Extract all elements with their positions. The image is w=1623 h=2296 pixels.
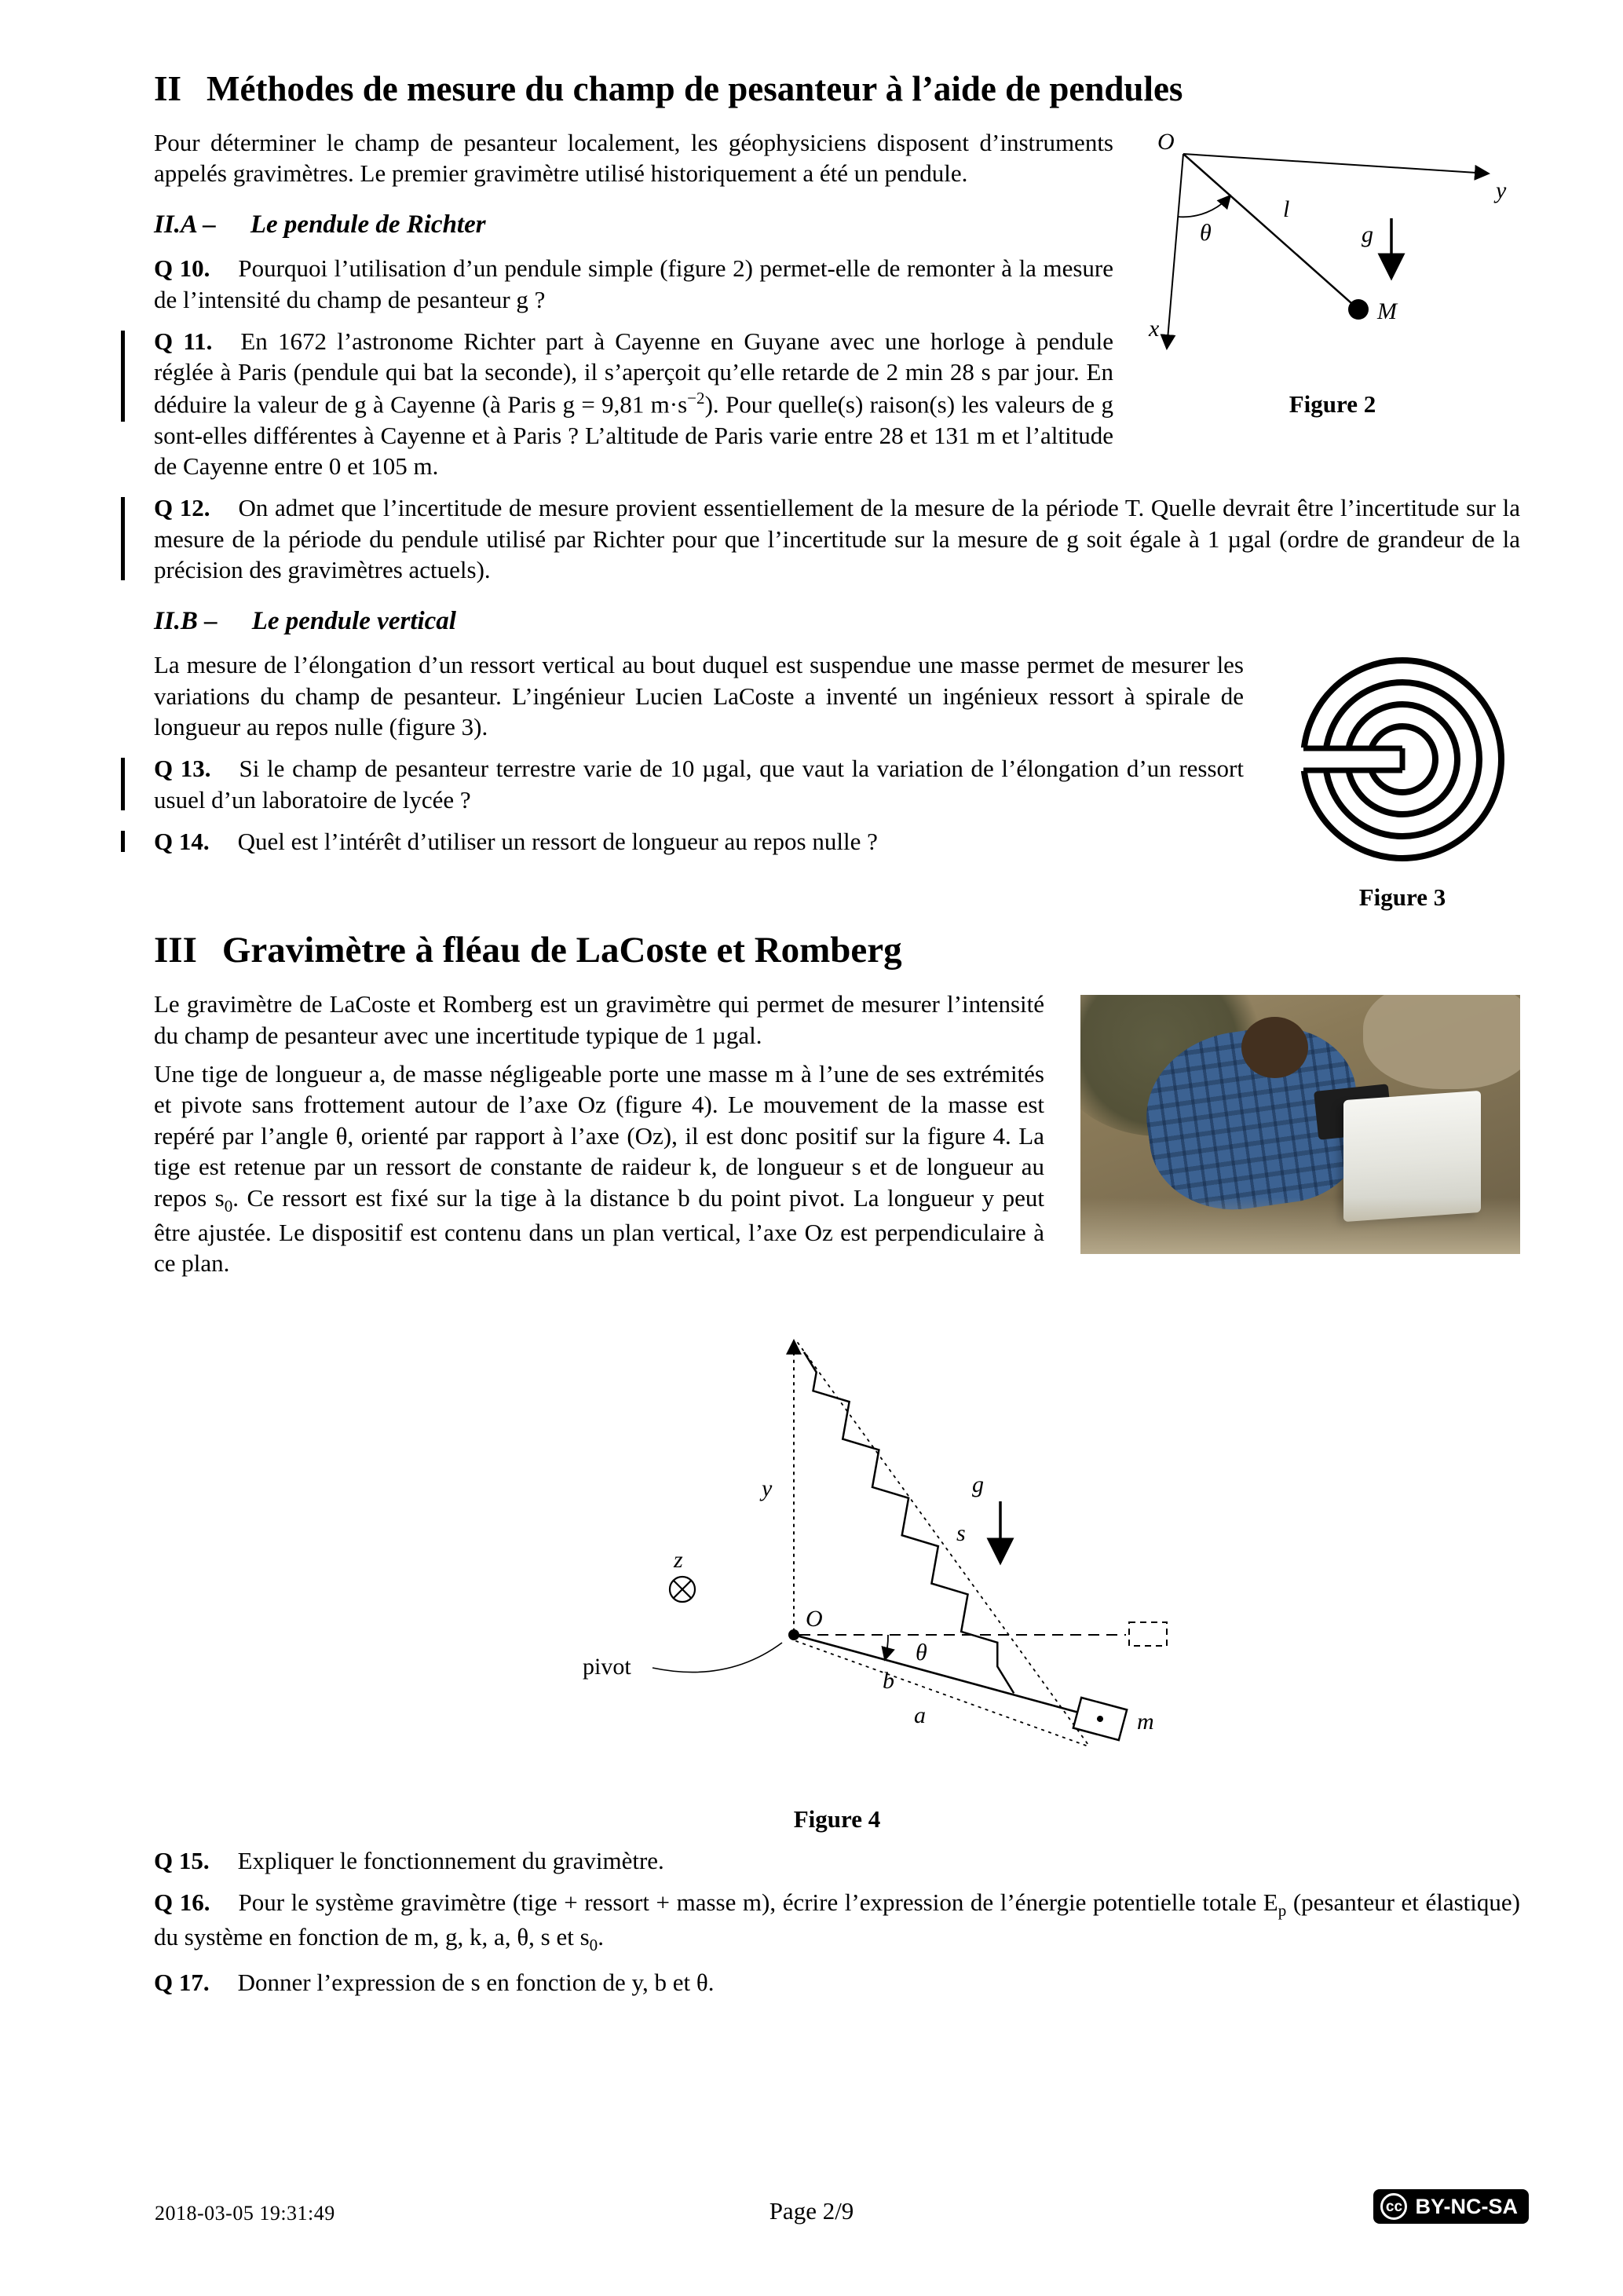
section-2B-number: II.B – bbox=[154, 607, 217, 636]
question-11-text-1: En 1672 l’astronome Richter part à Cayenne en Guyane avec une horloge à pendule réglée à Paris (pendule qui bat la seconde), il s’aperçoit qu’elle retarde de 2 min 28 s par jour. En déduire la valeur de g à Cayenne (à Paris g = 9,81 m·s bbox=[154, 327, 1113, 419]
section-2A-number: II.A – bbox=[154, 210, 216, 239]
question-11-text-2: ). Pour quelle(s) raison(s) les valeurs de g sont-elles différentes à Cayenne et à Paris ? L’altitude de Paris varie entre 28 et 131 m et l’altitude de Cayenne entre 0 et 105 m. bbox=[154, 390, 1113, 480]
photo-person-head bbox=[1241, 1017, 1308, 1078]
section-2B-intro: La mesure de l’élongation d’un ressort vertical au bout duquel est suspendue une masse permet de mesurer les variations du champ de pesanteur. L’ingénieur Lucien LaCoste a inventé un ingénieux ressort à spirale de longueur au repos nulle (figure 3). bbox=[154, 651, 1244, 740]
fig2-label-y: y bbox=[1496, 177, 1507, 203]
fig2-label-x: x bbox=[1149, 315, 1160, 342]
fig4-label-O: O bbox=[806, 1606, 823, 1632]
question-12 bbox=[154, 492, 1520, 585]
fig2-mass-dot bbox=[1348, 299, 1369, 320]
question-10-label: Q 10. bbox=[154, 254, 210, 283]
photo-ground bbox=[1080, 1197, 1520, 1254]
question-14-label: Q 14. bbox=[154, 828, 210, 855]
question-16-subscript-0: 0 bbox=[589, 1936, 598, 1955]
question-13-label: Q 13. bbox=[154, 755, 211, 783]
question-16-label: Q 16. bbox=[154, 1888, 210, 1917]
figure-2-caption: Figure 2 bbox=[1289, 390, 1376, 419]
fig4-label-z: z⃗ bbox=[674, 1547, 702, 1574]
fig4-label-pivot: pivot bbox=[583, 1654, 631, 1680]
section-2-intro: Pour déterminer le champ de pesanteur localement, les géophysiciens disposent d’instruments appelés gravimètres. Le premier gravimètre utilisé historiquement a été un pendule. bbox=[154, 128, 1113, 188]
page-content bbox=[154, 69, 1520, 2009]
question-16-text-2: (pesanteur et élastique) du système en fonction de m, g, k, a, θ, s et s bbox=[154, 1888, 1520, 1951]
fig2-y-axis bbox=[1183, 154, 1489, 174]
question-13 bbox=[154, 753, 1520, 815]
fig4-pivot-pointer bbox=[652, 1643, 782, 1673]
fig4-label-a: a bbox=[914, 1702, 926, 1729]
fig4-label-m: m bbox=[1137, 1709, 1154, 1735]
question-15 bbox=[154, 1845, 1520, 1876]
fig2-label-O: O bbox=[1157, 130, 1175, 155]
section-2-title bbox=[154, 69, 1520, 110]
question-11-label: Q 11. bbox=[154, 327, 213, 356]
question-10-text: Pourquoi l’utilisation d’un pendule simple (figure 2) permet-elle de remonter à la mesure de l’intensité du champ de pesanteur g ? bbox=[154, 254, 1113, 313]
question-16-subscript-p: p bbox=[1278, 1901, 1287, 1921]
figure-3-caption: Figure 3 bbox=[1358, 883, 1446, 911]
section-2B-heading bbox=[154, 605, 1520, 638]
section-2B-title-text: Le pendule vertical bbox=[251, 607, 456, 636]
fig4-theta-arc bbox=[885, 1635, 888, 1660]
question-15-label: Q 15. bbox=[154, 1846, 210, 1874]
question-14 bbox=[154, 826, 1520, 857]
fig2-label-M: M bbox=[1377, 298, 1397, 324]
fig2-label-theta: θ bbox=[1200, 219, 1212, 246]
section-3-paragraph-2-text-1: Une tige de longueur a, de masse négligeable porte une masse m à l’une de ses extrémités et pivote sans frottement autour de l’axe Oz (figure 4). Le mouvement de la masse est repéré par l’angle θ, orienté par rapport à l’axe (Oz), il est donc positif sur la figure 4. La tige est retenue par un ressort de constante de raideur k, de longueur s et de longueur au repos s bbox=[154, 1060, 1044, 1212]
question-17-text: Donner l’expression de s en fonction de y, b et θ. bbox=[237, 1969, 715, 1997]
cc-license-text: BY-NC-SA bbox=[1415, 2194, 1518, 2218]
fig2-theta-arc bbox=[1178, 196, 1230, 217]
question-14-text: Quel est l’intérêt d’utiliser un ressort de longueur au repos nulle ? bbox=[237, 828, 878, 855]
fig4-dashed-box bbox=[1129, 1622, 1167, 1646]
question-12-label: Q 12. bbox=[154, 494, 210, 522]
question-16-text-3: . bbox=[598, 1923, 604, 1951]
fig4-label-g: g⃗ bbox=[972, 1472, 1003, 1498]
fig4-spring-envelope-line bbox=[798, 1343, 1088, 1745]
question-15-text: Expliquer le fonctionnement du gravimètre. bbox=[237, 1846, 664, 1874]
fig4-label-s: s bbox=[956, 1520, 966, 1547]
question-11 bbox=[154, 326, 1520, 481]
section-3-paragraph-2-subscript: 0 bbox=[224, 1196, 233, 1216]
section-3-paragraph-1: Le gravimètre de LaCoste et Romberg est un gravimètre qui permet de mesurer l’intensité du champ de pesanteur avec une incertitude typique de 1 µgal. bbox=[154, 990, 1044, 1049]
question-16-text-1: Pour le système gravimètre (tige + ressort + masse m), écrire l’expression de l’énergie potentielle totale E bbox=[238, 1888, 1278, 1917]
cc-license-badge bbox=[1373, 2189, 1529, 2224]
figure-4-caption: Figure 4 bbox=[793, 1804, 881, 1833]
photo-rock bbox=[1363, 995, 1520, 1089]
fig4-label-theta: θ bbox=[916, 1640, 927, 1666]
question-17 bbox=[154, 1967, 1520, 1998]
question-12-text: On admet que l’incertitude de mesure provient essentiellement de la mesure de la période T. Quelle devrait être l’incertitude sur la mesure de la période du pendule utilisé par Richter pour que l’incertitude sur la mesure de g soit égale à 1 µgal (ordre de grandeur de la précision des gravimètres actuels). bbox=[154, 494, 1520, 583]
fig4-mass-box bbox=[1073, 1698, 1127, 1740]
figure-4-diagram bbox=[492, 1305, 1183, 1788]
fig4-spring bbox=[793, 1346, 1024, 1700]
section-2A-title-text: Le pendule de Richter bbox=[250, 210, 486, 239]
section-3-title-text: Gravimètre à fléau de LaCoste et Romberg bbox=[221, 930, 902, 971]
fig2-label-g: g⃗ bbox=[1362, 221, 1392, 247]
section-2-number: II bbox=[154, 69, 182, 108]
fig4-label-y: y bbox=[762, 1475, 773, 1502]
fig4-rod bbox=[794, 1635, 1079, 1713]
fig4-label-b: b bbox=[883, 1668, 894, 1695]
fig4-a-dimension-line bbox=[796, 1641, 1088, 1746]
photo-gravimeter-field bbox=[1080, 995, 1520, 1254]
fig4-z-axis-symbol bbox=[670, 1577, 695, 1602]
fig2-label-l: l bbox=[1283, 196, 1290, 222]
fig2-x-axis bbox=[1167, 154, 1183, 349]
figure-4 bbox=[484, 1305, 1190, 1834]
fig4-pivot-dot bbox=[788, 1629, 799, 1640]
question-16 bbox=[154, 1887, 1520, 1956]
cc-icon: cc bbox=[1380, 2193, 1407, 2220]
question-17-label: Q 17. bbox=[154, 1969, 210, 1997]
section-3-title bbox=[154, 929, 1520, 971]
question-13-text: Si le champ de pesanteur terrestre varie de 10 µgal, que vaut la variation de l’élongation d’un ressort usuel d’un laboratoire de lycée ? bbox=[154, 755, 1244, 813]
question-11-exponent: −2 bbox=[687, 388, 705, 408]
section-3-paragraph-2-text-2: . Ce ressort est fixé sur la tige à la distance b du point pivot. La longueur y peut être ajustée. Le dispositif est contenu dans un plan vertical, l’axe Oz est perpendiculaire à ce plan. bbox=[154, 1183, 1044, 1277]
section-2-title-text: Méthodes de mesure du champ de pesanteur à l’aide de pendules bbox=[207, 69, 1183, 108]
footer-timestamp: 2018-03-05 19:31:49 bbox=[155, 2202, 335, 2225]
section-3-number: III bbox=[154, 930, 197, 971]
footer-page-number: Page 2/9 bbox=[769, 2197, 854, 2225]
